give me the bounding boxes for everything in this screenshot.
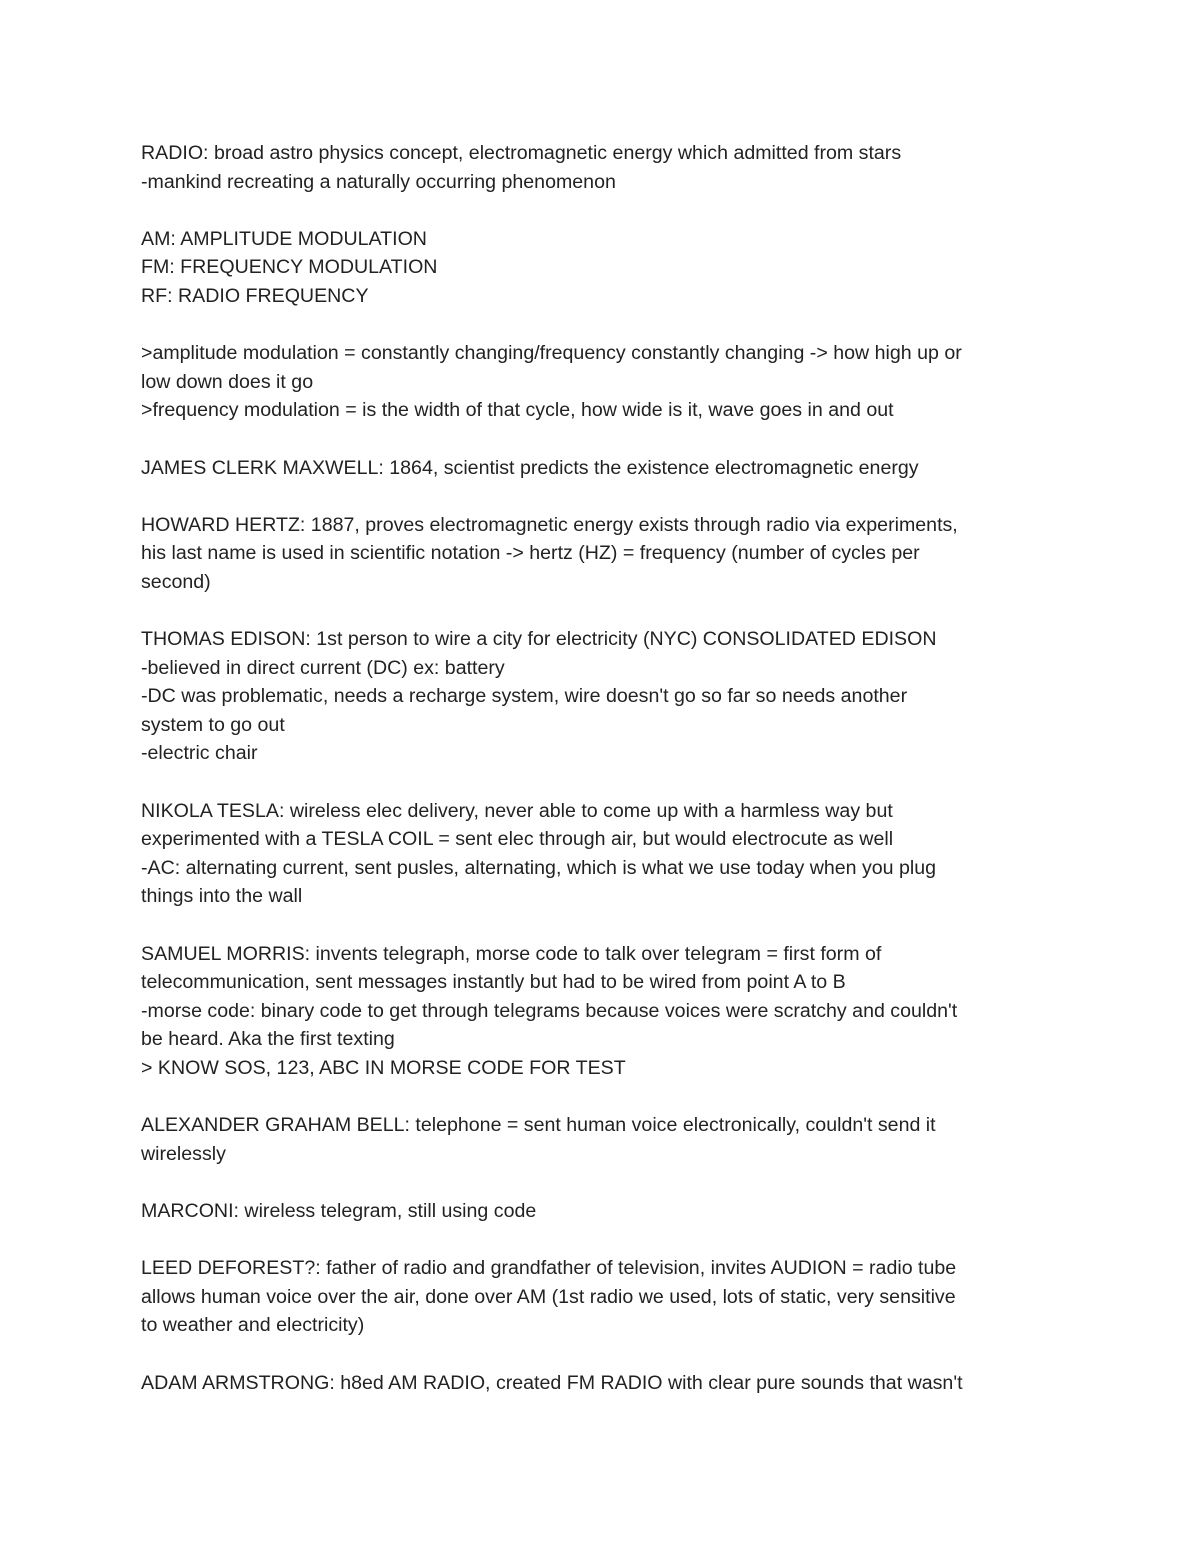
text-line: HOWARD HERTZ: 1887, proves electromagnetic energy exists through radio via experiments, xyxy=(141,513,958,536)
paragraph xyxy=(141,511,1061,597)
text-line: >amplitude modulation = constantly changing/frequency constantly changing -> how high up or xyxy=(141,342,962,365)
text-line: allows human voice over the air, done over AM (1st radio we used, lots of static, very sensitive xyxy=(141,1285,956,1308)
document-body xyxy=(141,139,1061,1426)
text-line: NIKOLA TESLA: wireless elec delivery, never able to come up with a harmless way but xyxy=(141,799,893,822)
text-line: ADAM ARMSTRONG: h8ed AM RADIO, created FM RADIO with clear pure sounds that wasn't xyxy=(141,1371,963,1394)
text-line: to weather and electricity) xyxy=(141,1314,365,1337)
paragraph xyxy=(141,225,1061,311)
text-line: AM: AMPLITUDE MODULATION xyxy=(141,227,427,250)
text-line: telecommunication, sent messages instantly but had to be wired from point A to B xyxy=(141,971,846,994)
text-line: ALEXANDER GRAHAM BELL: telephone = sent human voice electronically, couldn't send it xyxy=(141,1114,936,1137)
paragraph xyxy=(141,1254,1061,1340)
text-line: system to go out xyxy=(141,713,285,736)
text-line: RADIO: broad astro physics concept, electromagnetic energy which admitted from stars xyxy=(141,142,902,164)
paragraph xyxy=(141,625,1061,768)
paragraph xyxy=(141,1111,1061,1168)
text-line: wirelessly xyxy=(141,1142,226,1165)
paragraph xyxy=(141,940,1061,1083)
text-line: -believed in direct current (DC) ex: battery xyxy=(141,656,505,679)
paragraph xyxy=(141,1197,1061,1226)
text-line: JAMES CLERK MAXWELL: 1864, scientist predicts the existence electromagnetic energy xyxy=(141,456,919,479)
text-line: -mankind recreating a naturally occurring phenomenon xyxy=(141,170,616,193)
text-line: experimented with a TESLA COIL = sent elec through air, but would electrocute as well xyxy=(141,828,894,851)
text-line: >frequency modulation = is the width of that cycle, how wide is it, wave goes in and out xyxy=(141,399,894,422)
text-line: FM: FREQUENCY MODULATION xyxy=(141,256,438,279)
paragraph xyxy=(141,1369,1061,1398)
text-line: -DC was problematic, needs a recharge system, wire doesn't go so far so needs another xyxy=(141,685,908,708)
text-line: SAMUEL MORRIS: invents telegraph, morse code to talk over telegram = first form of xyxy=(141,942,882,965)
text-line: RF: RADIO FREQUENCY xyxy=(141,284,369,307)
text-line: -electric chair xyxy=(141,742,258,765)
paragraph xyxy=(141,139,1061,196)
paragraph xyxy=(141,797,1061,911)
text-line: things into the wall xyxy=(141,885,303,908)
text-line: MARCONI: wireless telegram, still using code xyxy=(141,1199,537,1222)
text-line: his last name is used in scientific notation -> hertz (HZ) = frequency (number of cycles per xyxy=(141,542,920,565)
text-line: THOMAS EDISON: 1st person to wire a city for electricity (NYC) CONSOLIDATED EDISON xyxy=(141,628,937,651)
text-line: > KNOW SOS, 123, ABC IN MORSE CODE FOR TEST xyxy=(141,1057,626,1079)
text-line: low down does it go xyxy=(141,370,314,393)
paragraph xyxy=(141,454,1061,483)
text-line: second) xyxy=(141,570,211,593)
text-line: -AC: alternating current, sent pusles, alternating, which is what we use today when you plug xyxy=(141,856,937,879)
paragraph xyxy=(141,339,1061,425)
text-line: LEED DEFOREST?: father of radio and grandfather of television, invites AUDION = radio tube xyxy=(141,1257,957,1280)
text-line: be heard. Aka the first texting xyxy=(141,1028,395,1051)
text-line: -morse code: binary code to get through telegrams because voices were scratchy and couldn't xyxy=(141,999,958,1022)
